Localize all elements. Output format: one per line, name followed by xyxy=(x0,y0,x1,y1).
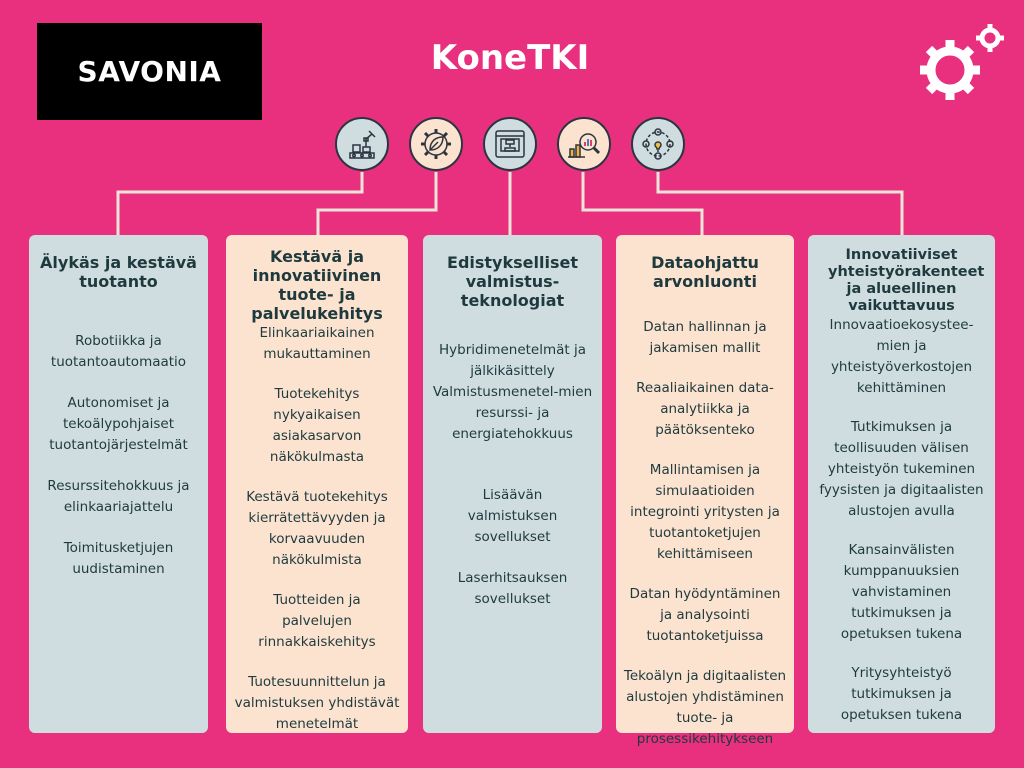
column-heading: Älykäs ja kestävä tuotanto xyxy=(40,253,197,291)
column-collaboration-structures xyxy=(808,235,995,733)
page-title: KoneTKI xyxy=(430,38,590,78)
column-heading: Innovatiiviset yhteistyörakenteet ja alueellinen vaikuttavuus xyxy=(828,247,985,314)
list-item: Tekoälyn ja digitaalisten alustojen yhdistäminen tuote- ja prosessikehitykseen xyxy=(623,668,787,747)
data-analytics-icon xyxy=(557,117,611,171)
3d-printer-icon xyxy=(483,117,537,171)
column-manufacturing-technologies xyxy=(423,235,602,733)
column-data-driven-value xyxy=(616,235,794,747)
factory-robot-icon xyxy=(335,117,389,171)
list-item: Laserhitsauksen sovellukset xyxy=(457,570,568,607)
list-item: Elinkaariaikainen mukauttaminen xyxy=(259,325,375,362)
list-item: Tuotekehitys nykyaikaisen asiakasarvon näkökulmasta xyxy=(269,386,365,465)
list-item: Robotiikka ja tuotantoautomaatio xyxy=(50,333,187,370)
list-item: Hybridimenetelmät ja jälkikäsittely Valmistusmenetel-mien resurssi- ja energiatehokkuus xyxy=(432,342,593,442)
column-heading: Edistykselliset valmistus-teknologiat xyxy=(447,253,578,310)
list-item: Mallintamisen ja simulaatioiden integrointi yritysten ja tuotantoketjujen kehittämiseen xyxy=(630,462,780,562)
column-product-service-development xyxy=(226,235,408,733)
column-heading: Dataohjattu arvonluonti xyxy=(651,253,759,291)
list-item: Kansainvälisten kumppanuuksien vahvistaminen tutkimuksen ja opetuksen tukena xyxy=(840,542,963,642)
list-item: Resurssitehokkuus ja elinkaariajattelu xyxy=(47,478,190,515)
network-idea-icon xyxy=(631,117,685,171)
list-item: Kestävä tuotekehitys kierrätettävyyden ja korvaavuuden näkökulmista xyxy=(246,489,388,568)
list-item: Innovaatioekosystee-mien ja yhteistyöverkostojen kehittäminen xyxy=(829,317,974,396)
list-item: Datan hallinnan ja jakamisen mallit xyxy=(643,319,767,356)
list-item: Tuotteiden ja palvelujen rinnakkaiskehitys xyxy=(258,592,376,650)
list-item: Datan hyödyntäminen ja analysointi tuotantoketjuissa xyxy=(629,586,781,644)
list-item: Lisäävän valmistuksen sovellukset xyxy=(467,487,558,545)
list-item: Autonomiset ja tekoälypohjaiset tuotantojärjestelmät xyxy=(49,395,188,453)
list-item: Yritysyhteistyö tutkimuksen ja opetuksen tukena xyxy=(840,665,963,723)
leaf-gear-icon xyxy=(409,117,463,171)
list-item: Toimitusketjujen uudistaminen xyxy=(63,540,174,577)
list-item: Tutkimuksen ja teollisuuden välisen yhteistyön tukeminen fyysisten ja digitaalisten alustojen avulla xyxy=(819,419,984,519)
column-heading: Kestävä ja innovatiivinen tuote- ja palvelukehitys xyxy=(251,247,383,323)
list-item: Tuotesuunnittelun ja valmistuksen yhdistävät menetelmät xyxy=(234,674,400,732)
list-item: Reaaliaikainen data-analytiikka ja päätöksenteko xyxy=(636,380,774,438)
column-smart-production xyxy=(29,235,208,733)
savonia-logo: SAVONIA xyxy=(37,23,262,120)
